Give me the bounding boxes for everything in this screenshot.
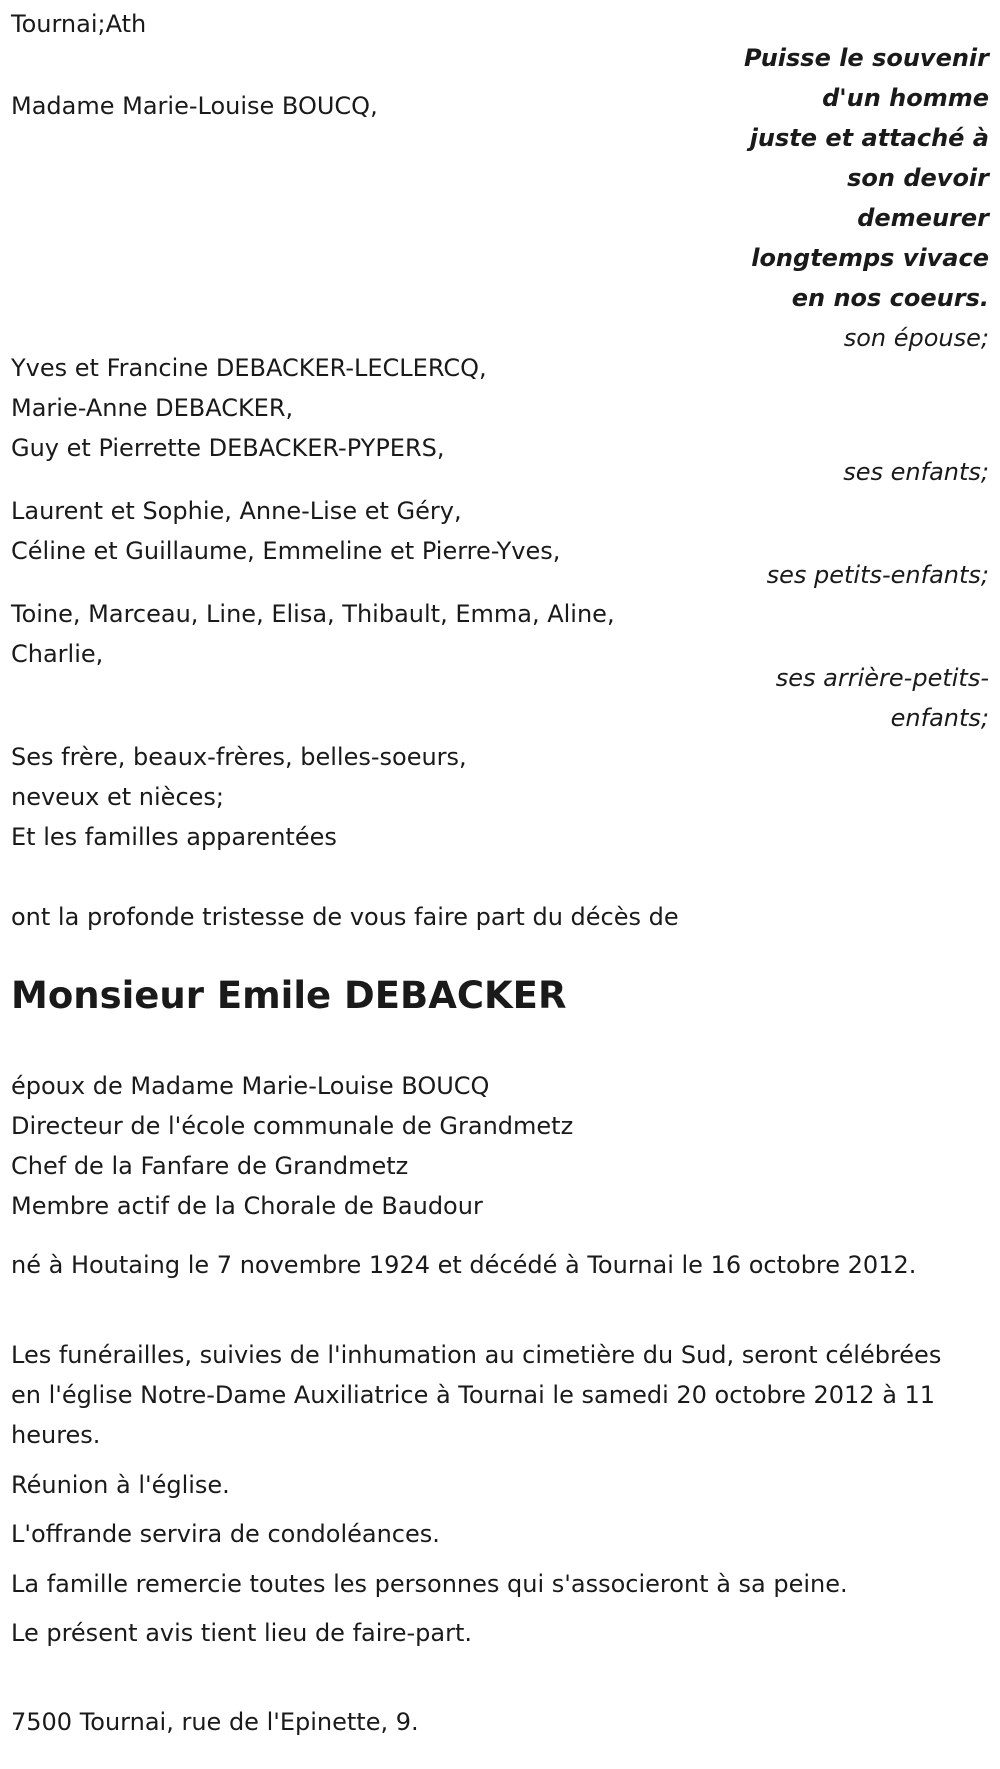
great-grandchildren-role: ses arrière-petits-	[775, 664, 989, 692]
spouse-name: Madame Marie-Louise BOUCQ,	[11, 92, 378, 120]
deceased-title-line: Chef de la Fanfare de Grandmetz	[11, 1152, 409, 1180]
deceased-title-line: Directeur de l'école communale de Grandmetz	[11, 1112, 574, 1140]
child-name: Yves et Francine DEBACKER-LECLERCQ,	[11, 354, 487, 382]
announcement-text: ont la profonde tristesse de vous faire part du décès de	[11, 903, 679, 931]
quote-line: Puisse le souvenir	[743, 44, 989, 72]
children-block	[11, 348, 487, 468]
meeting-text: Réunion à l'église.	[11, 1471, 230, 1499]
quote-line: demeurer	[857, 204, 989, 232]
grandchildren-role-block	[767, 555, 989, 595]
great-grandchild-name: Charlie,	[11, 640, 104, 668]
deceased-titles	[11, 1066, 573, 1226]
grandchildren-block	[11, 491, 560, 571]
grandchild-name: Céline et Guillaume, Emmeline et Pierre-Yves,	[11, 537, 561, 565]
birth-death-text: né à Houtaing le 7 novembre 1924 et décédé à Tournai le 16 octobre 2012.	[11, 1251, 917, 1279]
great-grandchild-name: Toine, Marceau, Line, Elisa, Thibault, Emma, Aline,	[11, 600, 615, 628]
announcement-block	[11, 897, 679, 937]
location-text: Tournai;Ath	[11, 10, 147, 38]
grandchild-name: Laurent et Sophie, Anne-Lise et Géry,	[11, 497, 462, 525]
child-name: Guy et Pierrette DEBACKER-PYPERS,	[11, 434, 445, 462]
spouse-block	[11, 86, 378, 126]
quote-line: en nos coeurs.	[791, 284, 989, 312]
children-role-block	[843, 452, 989, 492]
great-grandchildren-role: enfants;	[890, 704, 989, 732]
relatives-line: Ses frère, beaux-frères, belles-soeurs,	[11, 743, 467, 771]
offering-text: L'offrande servira de condoléances.	[11, 1520, 440, 1548]
thanks-text: La famille remercie toutes les personnes qui s'associeront à sa peine.	[11, 1570, 848, 1598]
funeral-text: Les funérailles, suivies de l'inhumation au cimetière du Sud, seront célébrées en l'église Notre-Dame Auxiliatrice à Tournai le samedi 20 octobre 2012 à 11 heures.	[11, 1341, 942, 1449]
deceased-title-line: Membre actif de la Chorale de Baudour	[11, 1192, 483, 1220]
deceased-name: Monsieur Emile DEBACKER	[11, 974, 567, 1017]
quote-line: juste et attaché à	[749, 124, 989, 152]
relatives-block	[11, 737, 467, 857]
deceased-title-line: époux de Madame Marie-Louise BOUCQ	[11, 1072, 490, 1100]
address-text: 7500 Tournai, rue de l'Epinette, 9.	[11, 1708, 419, 1736]
location-header	[11, 4, 146, 44]
notice-text: Le présent avis tient lieu de faire-part.	[11, 1619, 473, 1647]
grandchildren-role: ses petits-enfants;	[766, 561, 989, 589]
relatives-line: Et les familles apparentées	[11, 823, 337, 851]
child-name: Marie-Anne DEBACKER,	[11, 394, 294, 422]
children-role: ses enfants;	[843, 458, 989, 486]
spouse-role: son épouse;	[843, 324, 989, 352]
great-grandchildren-role-block	[776, 658, 989, 738]
great-grandchildren-block	[11, 594, 615, 674]
quote-line: d'un homme	[822, 84, 989, 112]
relatives-line: neveux et nièces;	[11, 783, 224, 811]
quote-line: son devoir	[847, 164, 989, 192]
quote-line: longtemps vivace	[751, 244, 989, 272]
memorial-quote	[689, 38, 989, 358]
